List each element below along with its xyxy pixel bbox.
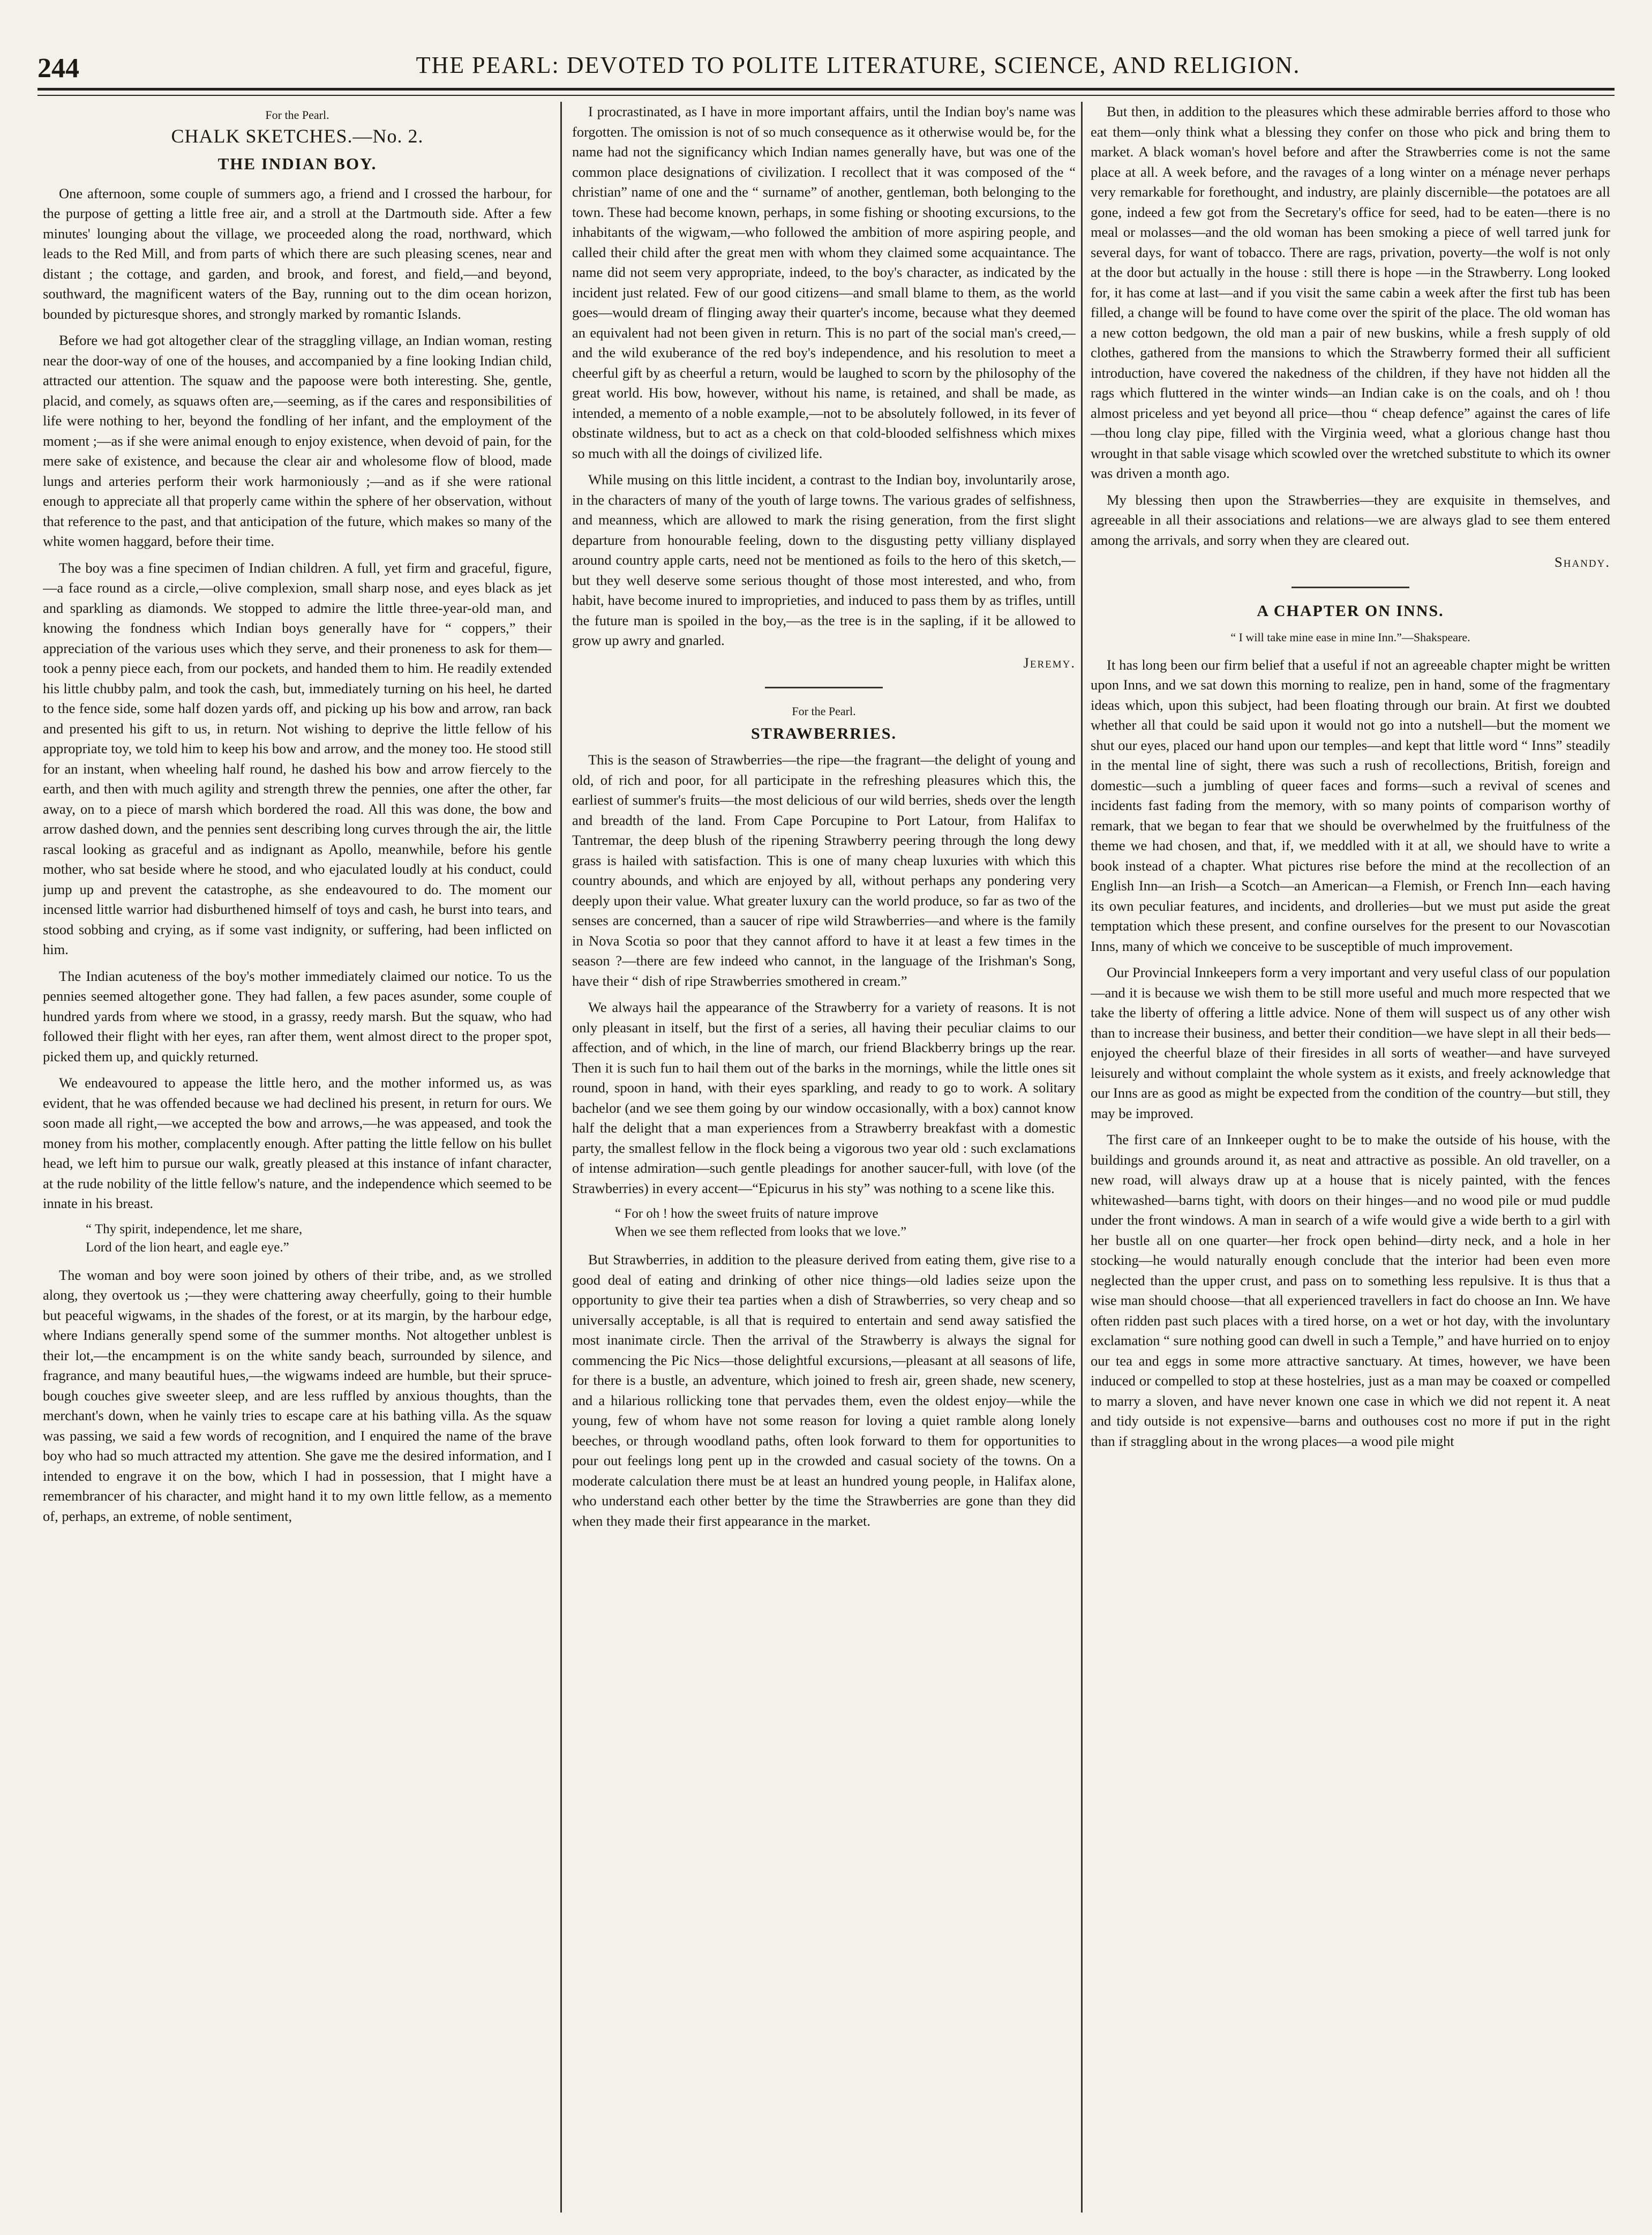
paragraph: This is the season of Strawberries—the ripe—the fragrant—the delight of young and old, of rich and poor, for all participate in the refreshing pleasures which this, the earliest of summer's fruits—the most delicious of our wild berries, sheds over the length and breadth of the land. From Cape Porcupine to Port Latour, from Halifax to Tantremar, the deep blush of the ripening Strawberry peering through the long dewy grass is hailed with satisfaction. This is one of many cheap luxuries with which this country abounds, and which are enjoyed by all, without perhaps any pondering very deeply upon their value. What greater luxury can the world produce, so far as two of the senses are concerned, than a saucer of ripe wild Strawberries—and where is the family in Nova Scotia so poor that they cannot afford to have it at least a few times in the season ?—there are few indeed who cannot, in the language of the Irishman's Song, have their “ dish of ripe Strawberries smothered in cream.” xyxy=(572,752,1076,989)
column-rule xyxy=(560,102,562,2212)
column-1 xyxy=(43,102,552,2212)
article-separator xyxy=(1291,587,1409,588)
header-rule xyxy=(37,88,1615,96)
paragraph: But then, in addition to the pleasures which these admirable berries afford to those who eat them—only think what a blessing they confer on those who pick and bring them to market. A black woman's hovel before and after the Strawberries come is not the same place at all. A week before, and the ravages of a long winter on a ménage never perhaps very remarkable for forethought, and industry, are plainly discernible—the potatoes are all gone, indeed a few got from the Secretary's office for seed, had to be eaten—there is no meal or molasses—and the old woman has been smoking a piece of well tarred junk for several days, for want of tobacco. There are rags, privation, poverty—the wolf is not only at the door but actually in the house : still there is hope —in the Strawberry. Long looked for, it has come at last—and if you visit the same cabin a week after the first tub has been filled, a change will be found to have come over the spirit of the place. The old woman has a new cotton bedgown, the old man a pair of new buskins, while a fresh supply of old clothes, gathered from the mansions to which the Strawberry formed their all sufficient introduction, have covered the nakedness of the children, if they have not hidden all the rags which fluttered in the winter winds—an Indian cake is on the coals, and oh ! thou almost priceless and yet beyond all price—thou “ cheap defence” against the cares of life—thou long clay pipe, filled with the Virginia weed, what a glorious change hast thou wrought in that sable visage which scowled over the wretched substitute to which its owner was driven a month ago. xyxy=(1091,103,1610,481)
paragraph: The boy was a fine specimen of Indian children. A full, yet firm and graceful, figure,—a face round as a circle,—olive complexion, small sharp nose, and eyes black as jet and sparkling as diamonds. We stopped to admire the little three-year-old man, and knowing the fondness which Indian boys generally have for “ coppers,” their appreciation of the various uses which they serve, and their proneness to ask for them—took a penny piece each, from our pockets, and handed them to him. He readily extended his little chubby palm, and took the cash, but, immediately turning on his heel, he darted to the fence side, some half dozen yards off, and picking up his bow and arrow, ran back and presented his gift to us, in return. Not wishing to deprive the little fellow of his appropriate toy, we told him to keep his bow and arrow, and the money too. He stood still for an instant, when wheeling half round, he dashed his bow and arrow fiercely to the earth, and then with much agility and strength threw the pennies, one after the other, far away, on to a piece of marsh which bordered the road. All this was done, the bow and arrow dashed down, and the pennies sent describing long curves through the air, the little rascal looking as graceful and as indignant as Apollo, meanwhile, before his gentle mother, who sat beside where he stood, and who ejaculated loudly at his conduct, could jump up and prevent the catastrophe, as she endeavoured to do. The moment our incensed little warrior had disburthened himself of toys and cash, he burst into tears, and stood sobbing and crying, as if some vast indignity, or suffering, had been inflicted on him. xyxy=(43,559,552,957)
paragraph: We always hail the appearance of the Strawberry for a variety of reasons. It is not only pleasant in itself, but the first of a series, all having their peculiar claims to our affection, and of which, in the line of march, our friend Blackberry brings up the rear. Then it is such fun to hail them out of the barks in the mornings, while the little ones sit round, spoon in hand, with their eyes sparkling, and ready to go to work. A solitary bachelor (and we see them going by our window occasionally, with a box) cannot know half the delight that a man experiences from a Strawberry breakfast with a domestic party, the smallest fellow in the flock being a vigorous two year old : such exclamations of intense admiration—such gentle pleadings for another saucer-full, with love (of the Strawberries) in every accent—“Epicurus in his sty” was nothing to a scene like this. xyxy=(572,999,1076,1196)
paragraph: We endeavoured to appease the little hero, and the mother informed us, as was evident, that he was offended because we had declined his present, in return for ours. We soon made all right,—we accepted the bow and arrows,—he was appeased, and took the money from his mother, complacently enough. After patting the little fellow on his bullet head, we left him to pursue our walk, greatly pleased at this instance of infant character, at the rude nobility of the little fellow's nature, and the independence which seemed to be innate in his breast. xyxy=(43,1075,552,1211)
article-title-strawberries: STRAWBERRIES. xyxy=(751,724,897,742)
paragraph: It has long been our firm belief that a useful if not an agreeable chapter might be written upon Inns, and we sat down this morning to realize, pen in hand, some of the fragmentary ideas which, upon this subject, had been floating through our brain. At first we doubted whether all that could be said upon it would not go into a nutshell—but the moment we shut our eyes, placed our hand upon our temples—and kept that little word “ Inns” steadily in the mental line of sight, there was such a rush of recollections, British, foreign and domestic—such a jumbling of queer faces and forms—such a revival of scenes and incidents fast fading from the memory, with so many points of comparison worthy of remark, that we began to fear that we should be overwhelmed by the fruitfulness of the theme we had chosen, and that, if, we meddled with it at all, we should have to write a book instead of a chapter. What pictures rise before the mind at the recollection of an English Inn—an Irish—a Scotch—an American—a Flemish, or French Inn—each having its own peculiar features, and incidents, and drolleries—but we must put aside the great temptation which these present, and confine ourselves for the present to our Novascotian Inns, many of which we conceive to be susceptible of much improvement. xyxy=(1091,656,1610,954)
paragraph: Before we had got altogether clear of the straggling village, an Indian woman, resting near the door-way of one of the houses, and accompanied by a fine looking Indian child, attracted our attention. The squaw and the papoose were both interesting. She, gentle, placid, and comely, as squaws often are,—seeming, as if the cares and responsibilities of life were nothing to her, beyond the fondling of her infant, and the employment of the moment ;—as if she were animal enough to enjoy existence, when devoid of pain, for the mere sake of existence, and because the clear air and wholesome flow of blood, made lungs and arteries perform their work harmoniously ;—and as if she were rational enough to appreciate all that properly came within the sphere of her observation, without that reference to the past, and that anticipation of the future, which makes so many of the white women haggard, before their time. xyxy=(43,332,552,549)
article-title-indian-boy: THE INDIAN BOY. xyxy=(217,154,377,173)
series-title: CHALK SKETCHES.—No. 2. xyxy=(171,125,424,147)
author-signature: Shandy. xyxy=(1555,554,1610,570)
article-title-inns: A CHAPTER ON INNS. xyxy=(1257,602,1444,620)
column-2 xyxy=(572,102,1076,2212)
signature xyxy=(1091,552,1610,573)
signature xyxy=(572,653,1076,673)
verse-line: “ For oh ! how the sweet fruits of nature improve xyxy=(615,1206,878,1221)
for-the-pearl-credit: For the Pearl. xyxy=(792,704,856,718)
column-3 xyxy=(1091,102,1610,2212)
paragraph: Our Provincial Innkeepers form a very important and very useful class of our population—and it is because we wish them to be still more useful and much more respected that we take the liberty of offering a little advice. None of them will suspect us of any other wish than to increase their business, and better their condition—we have slept in all their beds—enjoyed the cheerful blaze of their firesides in all sorts of weather—and have surveyed leisurely and without complaint the whole system as it exists, and freely acknowledge that our Inns are as good as might be expected from the condition of the country—but still, they may be improved. xyxy=(1091,964,1610,1121)
paragraph: The woman and boy were soon joined by others of their tribe, and, as we strolled along, they overtook us ;—they were chattering away cheerfully, going to their humble but peaceful wigwams, in the shades of the forest, or at its margin, by the harbour edge, where Indians generally spend some of the summer months. Not altogether unblest is their lot,—the encampment is on the white sandy beach, surrounded by silence, and fragrance, and many beautiful hues,—the wigwams indeed are humble, but their spruce-bough couches give sweeter sleep, and are less ruffled by anxious thoughts, than the merchant's down, when he vainly tries to escape care at his bathing villa. As the squaw was passing, we said a few words of recognition, and I enquired the name of the brave boy who had so much attracted my attention. She gave me the desired information, and I intended to engrave it on the bow, which I had in possession, that I might have a remembrancer of his character, and might hand it to my own little fellow, as a memento of, perhaps, an extreme, of noble sentiment, xyxy=(43,1266,552,1524)
verse-line: When we see them reflected from looks that we love.” xyxy=(615,1225,907,1239)
verse-quote xyxy=(615,1205,1076,1241)
verse-line: Lord of the lion heart, and eagle eye.” xyxy=(86,1240,289,1255)
verse-quote xyxy=(86,1220,552,1257)
paragraph: The first care of an Innkeeper ought to be to make the outside of his house, with the buildings and grounds around it, as neat and attractive as possible. An old traveller, on a new road, will always draw up at a house that is nicely painted, with the fences whitewashed—barns tight, with doors on their hinges—and no wood pile or mud puddle under the front windows. A man in search of a wife would give a wide berth to a girl with her bustle all on one quarter—her frock open behind—dirty neck, and a hole in her stocking—he would naturally enough conclude that the interior had been even more neglected than the upper crust, and pass on to something less repulsive. It is thus that a wise man should choose—that all experienced travellers in fact do choose an Inn. We have often ridden past such places with a tired horse, on a wet or hot day, with the involuntary exclamation “ sure nothing good can dwell in such a Temple,” and have hurried on to enjoy our tea and eggs in some more attractive sanctuary. At times, however, we have been induced or compelled to stop at these hostelries, just as a man may be coaxed or compelled to marry a sloven, and have never known one case in which we did not repent it. A neat and tidy outside is not expensive—barns and outhouses cost no more if put in the right than if straggling about in the wrong places—a wood pile might xyxy=(1091,1131,1610,1449)
verse-line: “ Thy spirit, independence, let me share, xyxy=(86,1221,303,1236)
paragraph: But Strawberries, in addition to the pleasure derived from eating them, give rise to a good deal of eating and drinking of other nice things—old ladies seize upon the opportunity to give their tea parties when a dish of Strawberries, so very cheap and so universally acceptable, is all that is required to entertain and send away satisfied the most inanimate circle. Then the arrival of the Strawberry is always the signal for commencing the Pic Nics—those delightful excursions,—pleasant at all seasons of life, for there is a bustle, an adventure, which joined to fresh air, green shade, new scenery, and a hilarious rollicking tone that pervades them, even the oldest enjoy—while the young, few of whom have not some reason for loving a quiet ramble along lonely beeches, or through woodland paths, often look forward to them for opportunities to pour out feelings long pent up in the crowded and casual society of the towns. On a moderate calculation there must be at least an hundred young people, in Halifax alone, who understand each other better by the time the Strawberries are gone than they did when they made their first appearance in the market. xyxy=(572,1251,1076,1529)
page-number: 244 xyxy=(37,53,79,84)
paragraph: The Indian acuteness of the boy's mother immediately claimed our notice. To us the pennies seemed altogether gone. They had fallen, a few paces asunder, some couple of hundred yards from where we stood, in a grassy, reedy marsh. But the squaw, who had followed their flight with her eyes, ran after them, went almost direct to the proper spot, picked them up, and quickly returned. xyxy=(43,968,552,1064)
paragraph: My blessing then upon the Strawberries—they are exquisite in themselves, and agreeable in all their associations and relations—we are always glad to see them entered among the arrivals, and sorry when they are cleared out. xyxy=(1091,491,1610,548)
paragraph: I procrastinated, as I have in more important affairs, until the Indian boy's name was forgotten. The omission is not of so much consequence as it otherwise would be, for the name had not the significancy which Indian names generally have, but was one of the common place designations of civilization. I recollect that it was composed of the “ christian” name of one and the “ surname” of another, gentleman, both belonging to the town. These had become known, perhaps, in some fishing or shooting excursions, to the inhabitants of the wigwam,—who followed the ambition of more aspiring people, and called their child after the great men with whom they claimed some acquaintance. The name did not seem very appropriate, indeed, to the boy's character, as indicated by the incident just related. Few of our good citizens—and small blame to them, as the world goes—would dream of flinging away their quarter's income, because what they deemed an equivalent had not been given in return. This is no part of the social man's creed,—and the wild exuberance of the red boy's independence, and his resolution to meet a cheerful gift by as cheerful a return, would be laughed to scorn by the philosophy of the great world. His bow, however, without his name, is retained, and shall be made, as intended, a memento of a noble example,—not to be absolutely followed, in its fever of obstinate wildness, but to act as a check on that cold-blooded selfishness which mixes so much with all the doings of civilized life. xyxy=(572,103,1076,461)
column-rule xyxy=(1081,102,1083,2212)
paragraph: While musing on this little incident, a contrast to the Indian boy, involuntarily arose, in the characters of many of the youth of large towns. The various grades of selfishness, and meanness, which are allowed to mark the rising generation, from the first slight departure from honourable feeling, down to the disgusting petty villiany displayed around country apple carts, need not be mentioned as foils to the hero of this sketch,—but they well deserve some serious thought of those most interested, and who, from habit, have become inured to improprieties, and induced to pass them by as trifles, untill the future man is spoiled in the boy,—as the tree is in the sapling, if it be allowed to grow up awry and gnarled. xyxy=(572,471,1076,648)
page-header xyxy=(37,47,1615,85)
epigraph: “ I will take mine ease in mine Inn.”—Shakspeare. xyxy=(1230,631,1470,644)
for-the-pearl-credit: For the Pearl. xyxy=(265,108,329,122)
paragraph: One afternoon, some couple of summers ago, a friend and I crossed the harbour, for the purpose of getting a little free air, and a stroll at the Dartmouth side. After a few minutes' lounging about the village, we proceeded along the road, northward, which leads to the Red Mill, and from parts of which there are such pleasing scenes, near and distant ; the cottage, and garden, and brook, and forest, and field,—and beyond, southward, the magnificent waters of the Bay, running out to the dim ocean horizon, bounded by picturesque shores, and strongly marked by romantic Islands. xyxy=(43,185,552,322)
masthead-title: THE PEARL: DEVOTED TO POLITE LITERATURE, SCIENCE, AND RELIGION. xyxy=(416,52,1301,78)
author-signature: Jeremy. xyxy=(1023,654,1076,671)
article-separator xyxy=(765,687,883,688)
